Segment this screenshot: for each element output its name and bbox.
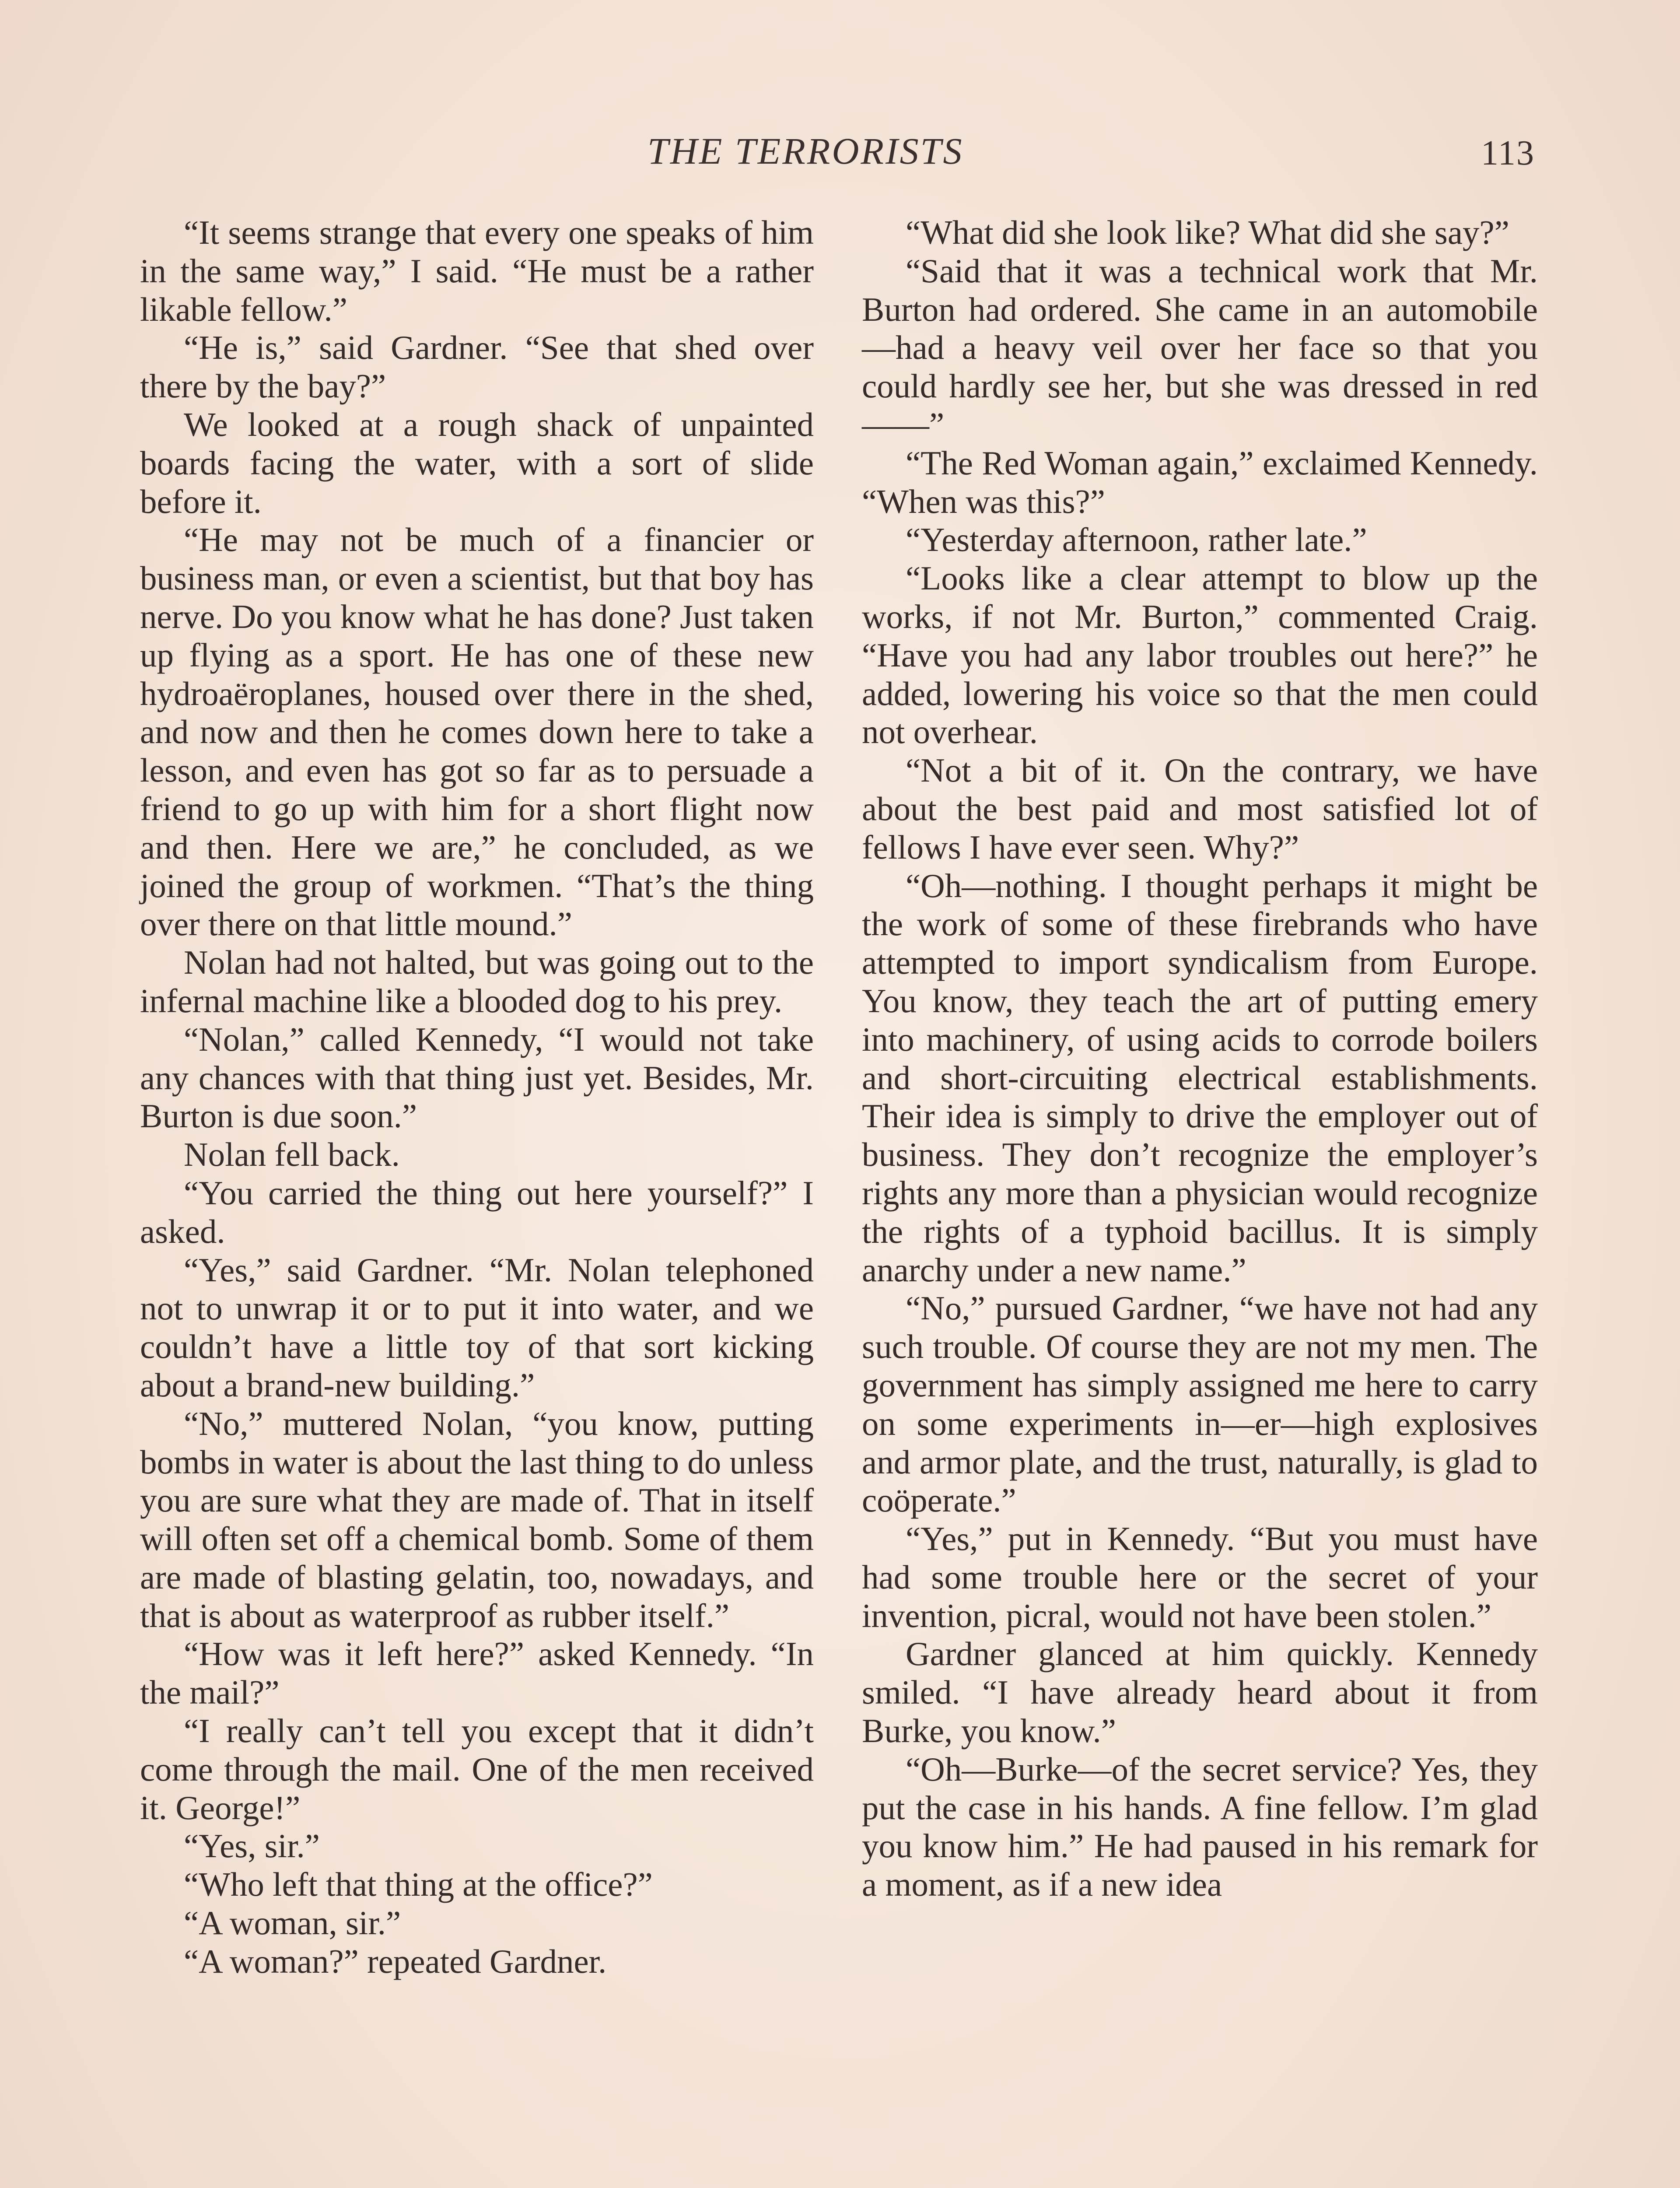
paragraph: “You carried the thing out here yourself?” I asked. (140, 1174, 814, 1250)
paragraph: We looked at a rough shack of unpainted boards facing the water, with a sort of slide before it. (140, 405, 814, 520)
paragraph: “Said that it was a technical work that Mr. Burton had ordered. She came in an automobile—had a heavy veil over her face so that you could hardly see her, but she was dressed in red——” (862, 252, 1538, 443)
paragraph: Nolan fell back. (184, 1136, 400, 1174)
paragraph: “Not a bit of it. On the contrary, we have about the best paid and most satisfied lot of fellows I have ever seen. Why?” (862, 751, 1538, 866)
paragraph: “What did she look like? What did she say?” (906, 214, 1509, 251)
paragraph: “Yes,” put in Kennedy. “But you must have had some trouble here or the secret of your invention, picral, would not have been stolen.” (862, 1520, 1538, 1634)
paragraph: “Oh—nothing. I thought perhaps it might be the work of some of these firebrands who have attempted to import syndicalism from Europe. You know, they teach the art of putting emery into machinery, of using acids to corrode boilers and short-circuiting electrical establishments. Their idea is simply to drive the employer out of business. They don’t recognize the employer’s rights any more than a physician would recognize the rights of a typhoid bacillus. It is simply anarchy under a new name.” (862, 866, 1538, 1289)
paragraph: “He may not be much of a financier or business man, or even a scientist, but that boy has nerve. Do you know what he has done? Just taken up flying as a sport. He has one of these new hydroaëroplanes, housed over there in the shed, and now and then he comes down here to take a lesson, and even has got so far as to persuade a friend to go up with him for a short flight now and then. Here we are,” he concluded, as we joined the group of workmen. “That’s the thing over there on that little mound.” (140, 521, 814, 943)
paragraph: “No,” muttered Nolan, “you know, putting bombs in water is about the last thing to do unless you are sure what they are made of. That in itself will often set off a chemical bomb. Some of them are made of blasting gelatin, too, nowadays, and that is about as waterproof as rubber itself.” (140, 1404, 814, 1634)
text-column-right (862, 214, 1538, 1904)
running-head-title: THE TERRORISTS (648, 130, 964, 172)
text-column-left (140, 214, 814, 1981)
paragraph: “Yesterday afternoon, rather late.” (906, 521, 1367, 559)
paragraph: “He is,” said Gardner. “See that shed over there by the bay?” (140, 329, 814, 405)
paragraph: “I really can’t tell you except that it didn’t come through the mail. One of the men received it. George!” (140, 1712, 814, 1827)
paragraph: Gardner glanced at him quickly. Kennedy smiled. “I have already heard about it from Burke, you know.” (862, 1635, 1538, 1750)
paragraph: “It seems strange that every one speaks of him in the same way,” I said. “He must be a rather likable fellow.” (140, 214, 814, 328)
paragraph: “Yes,” said Gardner. “Mr. Nolan telephoned not to unwrap it or to put it into water, and we couldn’t have a little toy of that sort kicking about a brand-new building.” (140, 1251, 814, 1404)
paragraph: “Nolan,” called Kennedy, “I would not take any chances with that thing just yet. Besides, Mr. Burton is due soon.” (140, 1020, 814, 1135)
paragraph: “Yes, sir.” (184, 1827, 320, 1865)
paragraph: “Looks like a clear attempt to blow up the works, if not Mr. Burton,” commented Craig. “Have you had any labor troubles out here?” he added, lowering his voice so that the men could not overhear. (862, 559, 1538, 751)
paragraph: “Who left that thing at the office?” (184, 1865, 653, 1904)
paragraph: “A woman, sir.” (184, 1904, 401, 1942)
page-number: 113 (1481, 134, 1535, 172)
paragraph: “No,” pursued Gardner, “we have not had any such trouble. Of course they are not my men. The government has simply assigned me here to carry on some experiments in—er—high explosives and armor plate, and the trust, naturally, is glad to coöperate.” (862, 1289, 1538, 1519)
paragraph: “The Red Woman again,” exclaimed Kennedy. “When was this?” (862, 444, 1538, 520)
paragraph: “How was it left here?” asked Kennedy. “In the mail?” (140, 1635, 814, 1711)
paragraph: “A woman?” repeated Gardner. (184, 1942, 607, 1980)
paragraph: Nolan had not halted, but was going out to the infernal machine like a blooded dog to his prey. (140, 943, 814, 1020)
paragraph: “Oh—Burke—of the secret service? Yes, they put the case in his hands. A fine fellow. I’m glad you know him.” He had paused in his remark for a moment, as if a new idea (862, 1750, 1538, 1904)
